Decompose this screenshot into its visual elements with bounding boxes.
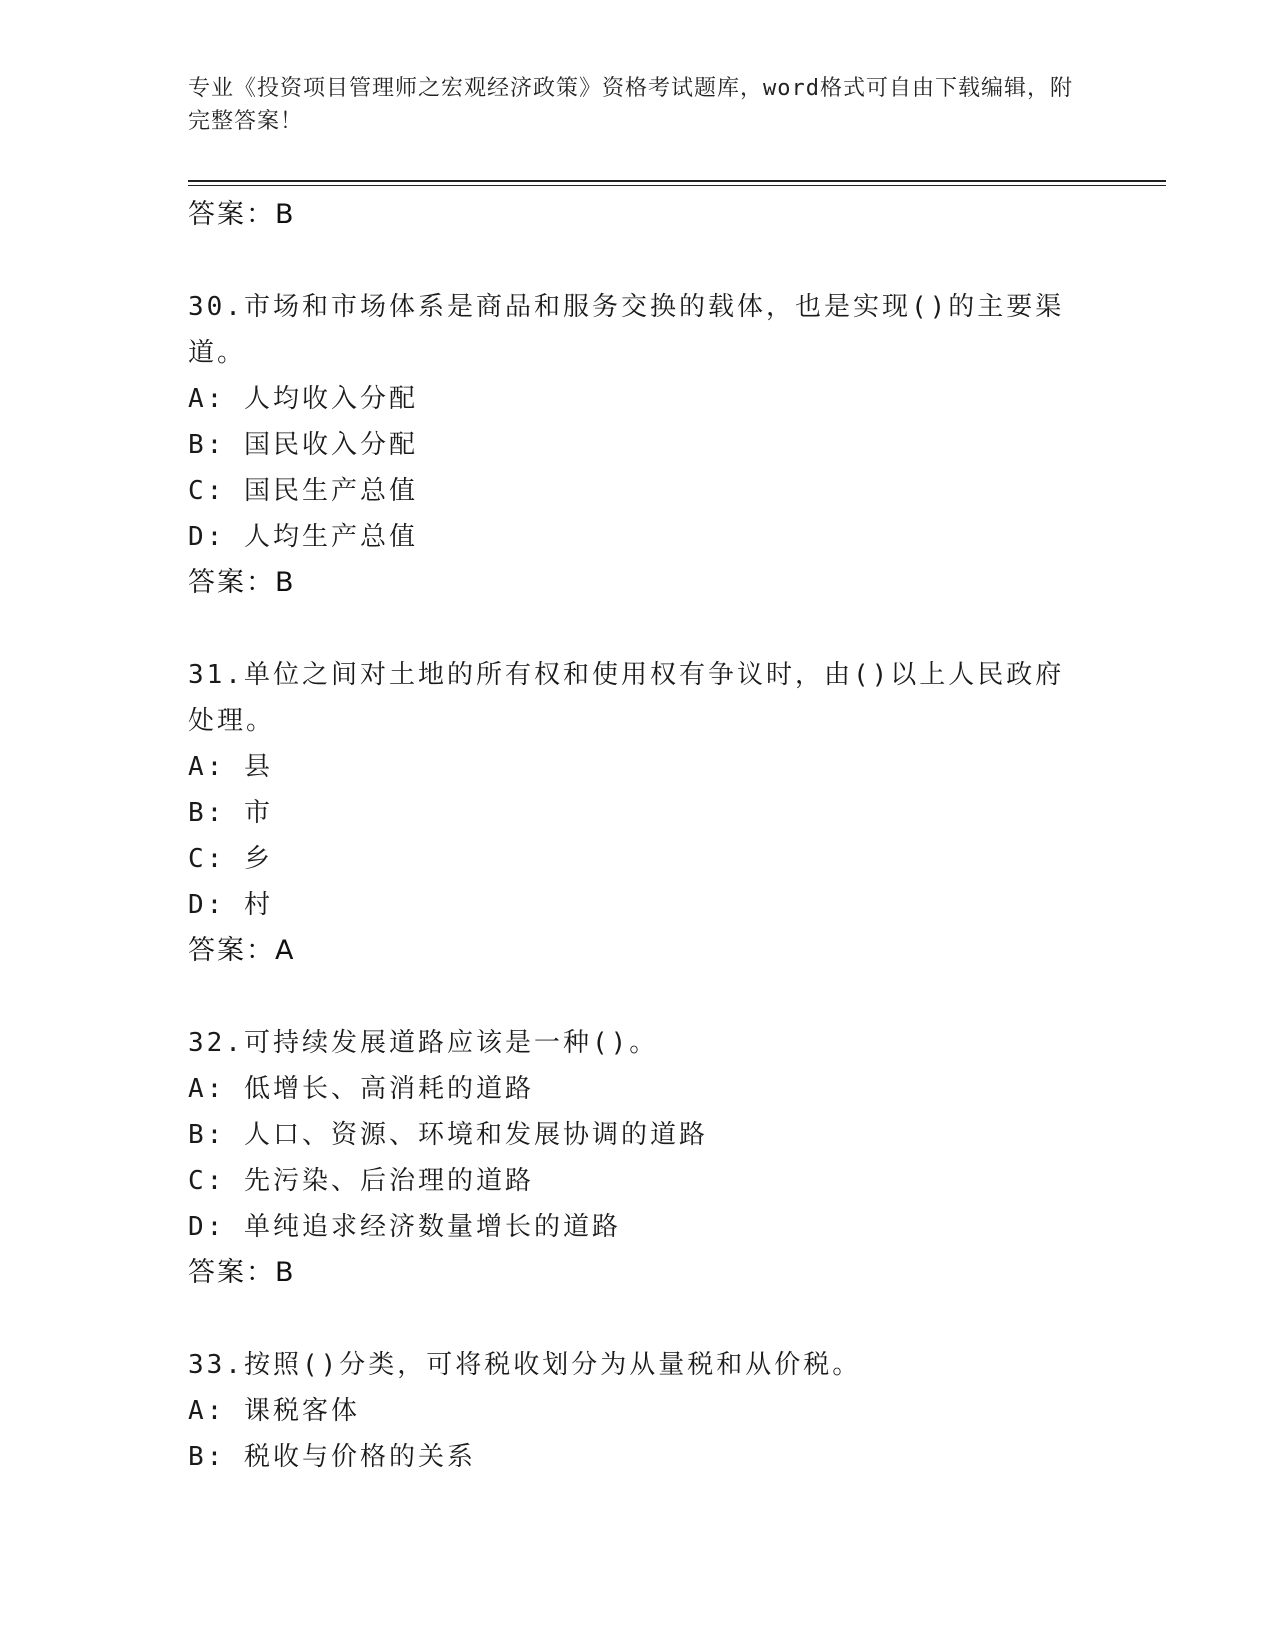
option-d: D: 单纯追求经济数量增长的道路 [188,1212,621,1242]
question-stem: 32.可持续发展道路应该是一种()。 [188,1028,659,1058]
header-divider [188,180,1166,186]
question-stem: 33.按照()分类，可将税收划分为从量税和从价税。 [188,1350,862,1380]
option-a: A: 县 [188,752,273,782]
question-32 [188,1020,1088,1296]
answer-line: 答案：B [188,567,296,598]
option-b: B: 市 [188,798,273,828]
option-b: B: 人口、资源、环境和发展协调的道路 [188,1120,708,1150]
option-a: A: 低增长、高消耗的道路 [188,1074,534,1104]
option-d: D: 村 [188,890,273,920]
question-33 [188,1342,1088,1480]
answer-line: 答案：B [188,1257,296,1288]
answer-line: 答案：A [188,935,296,966]
question-list [188,192,1088,1526]
option-b: B: 国民收入分配 [188,430,418,460]
answer-line: 答案：B [188,199,296,230]
question-stem: 30.市场和市场体系是商品和服务交换的载体，也是实现()的主要渠道。 [188,292,1065,368]
question-30 [188,284,1088,606]
option-a: A: 人均收入分配 [188,384,418,414]
document-header-note: 专业《投资项目管理师之宏观经济政策》资格考试题库，word格式可自由下载编辑，附完整答案！ [188,76,1073,134]
option-c: C: 国民生产总值 [188,476,418,506]
question-stem: 31.单位之间对土地的所有权和使用权有争议时，由()以上人民政府处理。 [188,660,1065,736]
option-d: D: 人均生产总值 [188,522,418,552]
option-a: A: 课税客体 [188,1396,360,1426]
option-c: C: 乡 [188,844,273,874]
question-31 [188,652,1088,974]
option-b: B: 税收与价格的关系 [188,1442,476,1472]
option-c: C: 先污染、后治理的道路 [188,1166,534,1196]
